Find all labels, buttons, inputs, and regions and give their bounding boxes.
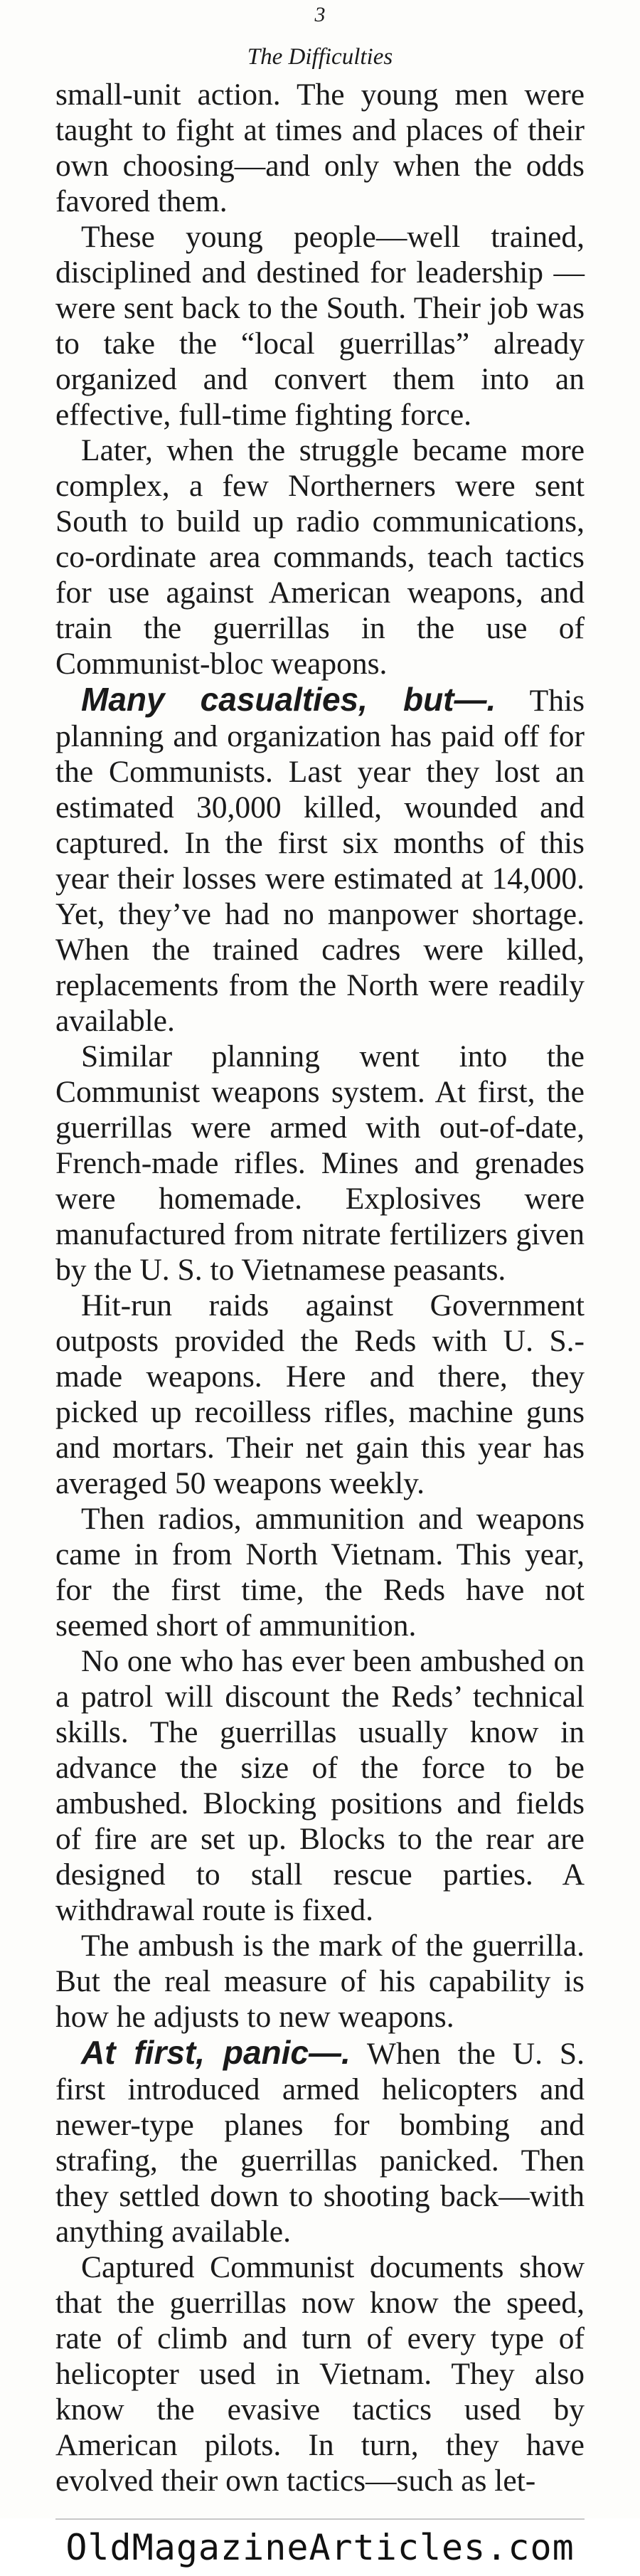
paragraph-text: These young people—well trained, disciplined and destined for leadership —were sent back to the South. Their job was to take the “local guerrillas” already organized and convert them into an effective, full-time fighting force. [55, 220, 585, 432]
paragraph-text: Then radios, ammunition and weapons came in from North Vietnam. This year, for the first time, the Reds have not seemed short of ammunition. [55, 1502, 585, 1643]
paragraph-3 [55, 433, 585, 682]
paragraph-7 [55, 1501, 585, 1643]
paragraph-text: When the U. S. first introduced armed helicopters and newer-type planes for bombing and strafing, the guerrillas panicked. Then they settled down to shooting back—with anything available. [55, 2037, 585, 2249]
paragraph-text: Captured Communist documents show that the guerrillas now know the speed, rate of climb and turn of every type of helicopter used in Vietnam. They also know the evasive tactics used by American pilots. In turn, they have evolved their own tactics—such as let- [55, 2250, 585, 2498]
subhead-at-first-panic: At first, panic—. [81, 2034, 351, 2071]
footer-divider [55, 2518, 585, 2520]
paragraph-text: Similar planning went into the Communist weapons system. At first, the guerrillas were armed with out-of-date, French-made rifles. Mines and grenades were homemade. Explosives were manufactured from nitrate fertilizers given by the U. S. to Vietnamese peasants. [55, 1039, 585, 1287]
paragraph-2 [55, 219, 585, 433]
paragraph-text: small-unit action. The young men were taught to fight at times and places of their own choosing—and only when the odds favored them. [55, 78, 585, 218]
subhead-many-casualties: Many casualties, but—. [81, 681, 496, 718]
paragraph-11 [55, 2249, 585, 2498]
paragraph-text: This planning and organization has paid off for the Communists. Last year they lost an estimated 30,000 killed, wounded and captured. In the first six months of this year their losses were estimated at 14,000. Yet, they’ve had no manpower shortage. When the trained cadres were killed, replacements from the North were readily available. [55, 684, 585, 1038]
paragraph-text: Hit-run raids against Government outposts provided the Reds with U. S.-made weapons. Here and there, they picked up recoilless rifles, machine guns and mortars. Their net gain this year has averaged 50 weapons weekly. [55, 1288, 585, 1500]
paragraph-5 [55, 1039, 585, 1288]
paragraph-text: No one who has ever been ambushed on a patrol will discount the Reds’ technical skills. The guerrillas usually know in advance the size of the force to be ambushed. Blocking positions and fields of fire are set up. Blocks to the rear are designed to stall rescue parties. A withdrawal route is fixed. [55, 1644, 585, 1927]
paragraph-1 [55, 77, 585, 219]
paragraph-text: The ambush is the mark of the guerrilla. But the real measure of his capability is how he adjusts to new weapons. [55, 1929, 585, 2034]
page-number: 3 [314, 3, 326, 26]
section-title: The Difficulties [247, 44, 393, 70]
paragraph-text: Later, when the struggle became more complex, a few Northerners were sent South to build up radio communications, co-ordinate area commands, teach tactics for use against American weapons, and train the guerrillas in the use of Communist-bloc weapons. [55, 433, 585, 681]
footer [0, 2518, 640, 2576]
paragraph-8 [55, 1643, 585, 1928]
paragraph-6 [55, 1288, 585, 1501]
paragraph-9 [55, 1928, 585, 2035]
site-watermark[interactable]: OldMagazineArticles.com [65, 2527, 575, 2568]
article-body [55, 77, 585, 2498]
paragraph-4 [55, 682, 585, 1039]
paragraph-10 [55, 2035, 585, 2249]
